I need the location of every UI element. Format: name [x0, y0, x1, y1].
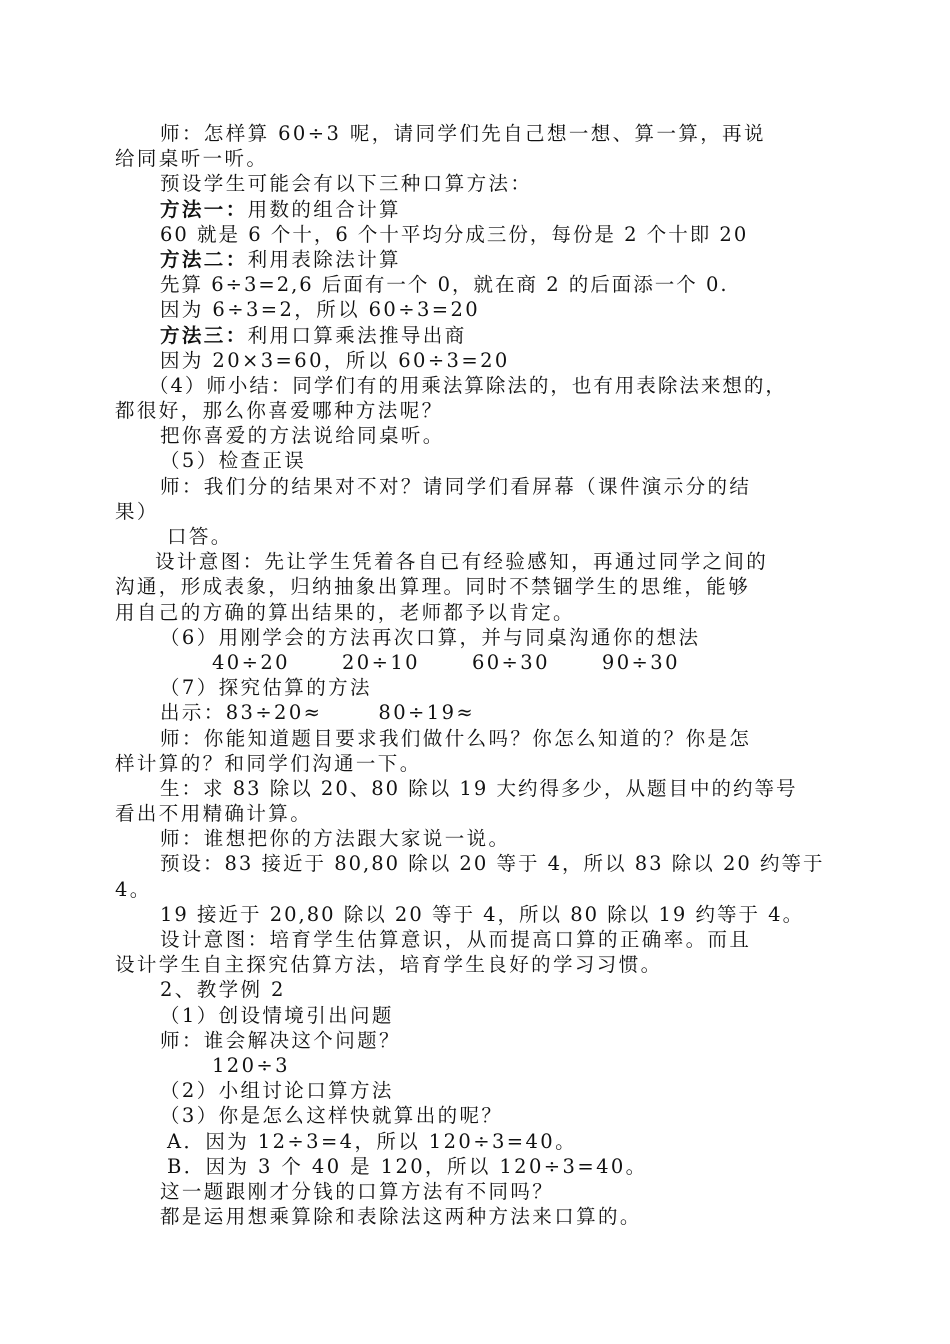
- paragraph-line: 师：谁会解决这个问题？: [160, 1028, 401, 1052]
- paragraph-line: 师：我们分的结果对不对？请同学们看屏幕（课件演示分的结: [160, 474, 752, 498]
- paragraph-line: （5）检查正误: [160, 449, 307, 473]
- estimate-item: 80÷19≈: [378, 701, 476, 725]
- paragraph-line: 设计学生自主探究估算方法，培育学生良好的学习习惯。: [115, 953, 663, 977]
- paragraph-line: 先算 6÷3=2,6 后面有一个 0，就在商 2 的后面添一个 0.: [160, 273, 729, 297]
- paragraph-line: 这一题跟刚才分钱的口算方法有不同吗？: [160, 1179, 555, 1203]
- paragraph-line: A．因为 12÷3=4，所以 120÷3=40。: [167, 1129, 577, 1153]
- paragraph-line: 都是运用想乘算除和表除法这两种方法来口算的。: [160, 1205, 642, 1229]
- method-one-label: 方法一：: [160, 197, 248, 221]
- exercise-row: [115, 650, 840, 675]
- method-three-text: 利用口算乘法推导出商: [247, 323, 467, 347]
- method-one-text: 用数的组合计算: [247, 197, 401, 221]
- paragraph-line: （1）创设情境引出问题: [160, 1003, 394, 1027]
- paragraph-line: 把你喜爱的方法说给同桌听。: [160, 424, 445, 448]
- paragraph-line: （3）你是怎么这样快就算出的呢？: [160, 1104, 504, 1128]
- estimate-item: 出示：83÷20≈: [160, 701, 323, 725]
- exercise-item: 90÷30: [601, 650, 680, 674]
- paragraph-line: 样计算的？和同学们沟通一下。: [115, 751, 422, 775]
- method-one-line: [115, 197, 840, 222]
- paragraph-line: 口答。: [167, 525, 233, 548]
- paragraph-line: 师：谁想把你的方法跟大家说一说。: [160, 827, 511, 851]
- method-three-line: [115, 323, 840, 348]
- method-two-line: [115, 247, 840, 272]
- paragraph-line: 师：你能知道题目要求我们做什么吗？你怎么知道的？你是怎: [160, 726, 752, 750]
- paragraph-line: （7）探究估算的方法: [160, 676, 372, 700]
- paragraph-line: 给同桌听一听。: [115, 147, 269, 171]
- paragraph-line: （4）师小结：同学们有的用乘法算除法的，也有用表除法来想的，: [149, 373, 787, 397]
- paragraph-line: 果）: [115, 499, 159, 523]
- paragraph-line: 看出不用精确计算。: [115, 802, 313, 826]
- paragraph-line: 师：怎样算 60÷3 呢，请同学们先自己想一想、算一算，再说: [160, 122, 766, 145]
- paragraph-line: 设计意图：先让学生凭着各自已有经验感知，再通过同学之间的: [155, 550, 769, 574]
- paragraph-line: 设计意图：培育学生估算意识，从而提高口算的正确率。而且: [160, 928, 752, 951]
- paragraph-line: 19 接近于 20,80 除以 20 等于 4，所以 80 除以 19 约等于 4。: [160, 902, 805, 926]
- estimate-row: [115, 700, 840, 725]
- paragraph-line: （6）用刚学会的方法再次口算，并与同桌沟通你的想法: [160, 625, 701, 649]
- paragraph-line: 生：求 83 除以 20、80 除以 19 大约得多少，从题目中的约等号: [160, 776, 798, 800]
- section-heading: 2、教学例 2: [160, 978, 286, 1002]
- method-three-label: 方法三：: [160, 323, 248, 347]
- paragraph-line: 120÷3: [212, 1053, 290, 1077]
- paragraph-line: 都很好，那么你喜爱哪种方法呢？: [115, 399, 444, 423]
- paragraph-line: 4。: [115, 877, 152, 901]
- paragraph-line: 沟通，形成表象，归纳抽象出算理。同时不禁锢学生的思维，能够: [115, 575, 751, 599]
- paragraph-line: 因为 20×3=60，所以 60÷3=20: [160, 348, 510, 372]
- paragraph-line: 预设学生可能会有以下三种口算方法：: [160, 172, 533, 196]
- paragraph-line: 预设：83 接近于 80,80 除以 20 等于 4，所以 83 除以 20 约等于: [160, 852, 825, 876]
- paragraph-line: 用自己的方确的算出结果的，老师都予以肯定。: [115, 600, 575, 624]
- paragraph-line: （2）小组讨论口算方法: [160, 1079, 394, 1103]
- paragraph-line: 60 就是 6 个十，6 个十平均分成三份，每份是 2 个十即 20: [160, 222, 749, 246]
- method-two-label: 方法二：: [160, 247, 248, 271]
- exercise-item: 60÷30: [471, 650, 550, 674]
- document-body: [115, 121, 840, 1229]
- paragraph-line: 因为 6÷3=2，所以 60÷3=20: [160, 298, 481, 322]
- exercise-item: 40÷20: [212, 650, 290, 674]
- exercise-item: 20÷10: [341, 650, 420, 674]
- paragraph-line: B．因为 3 个 40 是 120，所以 120÷3=40。: [167, 1154, 648, 1178]
- method-two-text: 利用表除法计算: [247, 247, 401, 271]
